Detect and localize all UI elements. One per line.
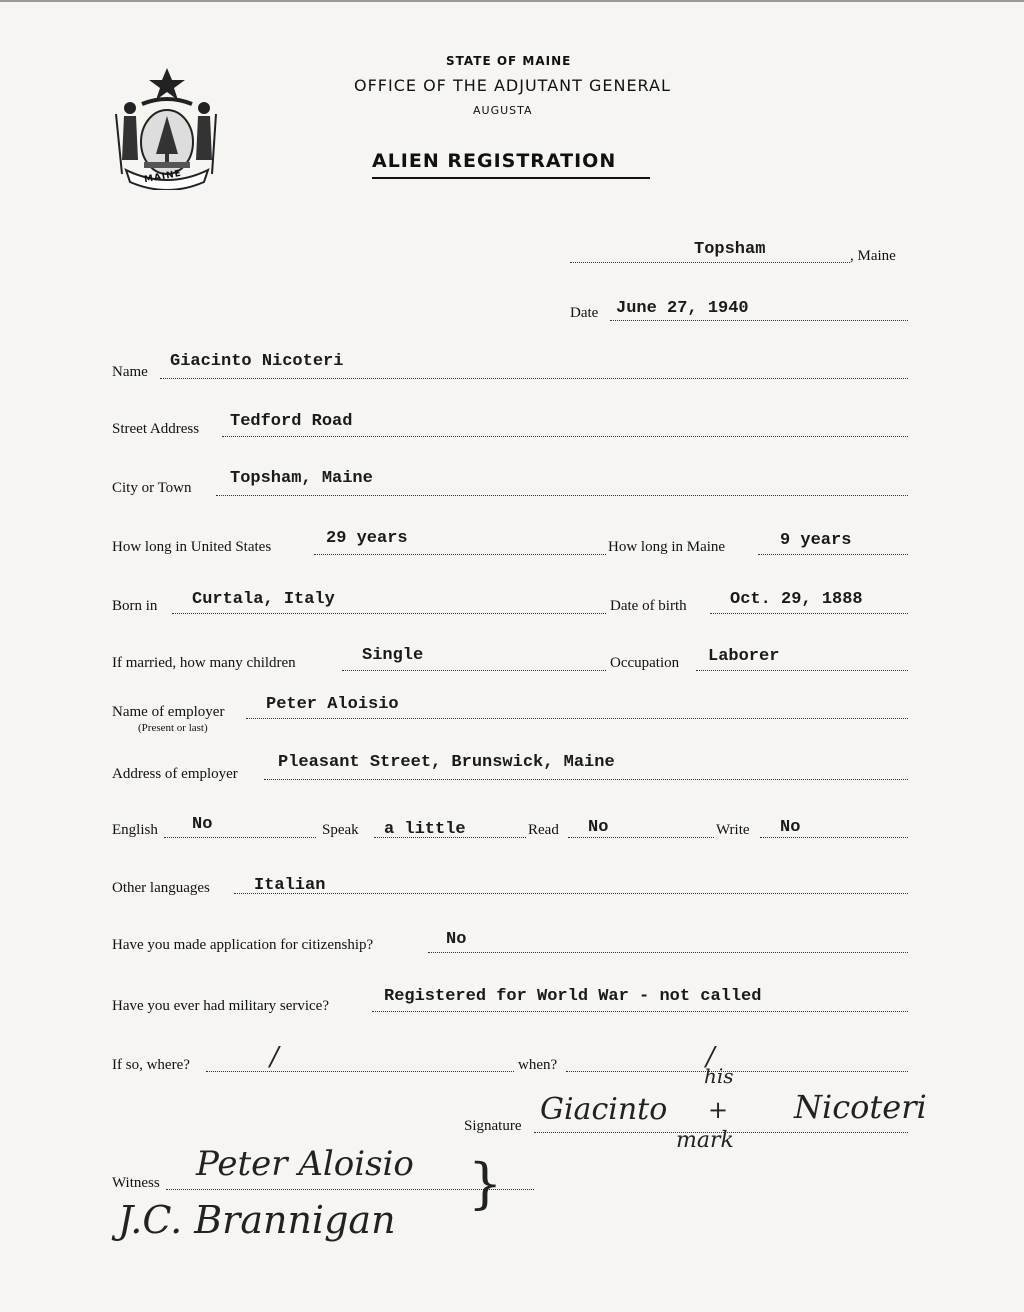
signature-his: his <box>704 1064 734 1088</box>
name-line <box>160 378 908 379</box>
military-label: Have you ever had military service? <box>112 998 329 1014</box>
witness-label: Witness <box>112 1175 160 1191</box>
header-city: AUGUSTA <box>473 104 533 117</box>
street-label: Street Address <box>112 421 200 437</box>
witness-name-2: J.C. Brannigan <box>118 1198 396 1242</box>
us-duration-value: 29 years <box>326 529 408 548</box>
english-value: No <box>192 815 213 834</box>
dob-line <box>710 613 908 614</box>
witness-name-1: Peter Aloisio <box>196 1144 414 1184</box>
form-title: ALIEN REGISTRATION <box>372 150 617 172</box>
employer-label: Name of employer <box>112 704 225 720</box>
read-value: No <box>588 818 609 837</box>
us-duration-label: How long in United States <box>112 539 272 555</box>
header-office: OFFICE OF THE ADJUTANT GENERAL <box>354 76 671 95</box>
born-in-line <box>172 613 606 614</box>
city-value: Topsham, Maine <box>230 469 373 488</box>
military-value: Registered for World War - not called <box>384 987 762 1006</box>
children-label: If married, how many children <box>112 655 296 671</box>
occupation-line <box>696 670 908 671</box>
speak-label: Speak <box>322 822 359 838</box>
date-value: June 27, 1940 <box>616 299 749 318</box>
us-duration-line <box>314 554 606 555</box>
write-label: Write <box>716 822 750 838</box>
english-line <box>164 837 316 838</box>
city-line <box>216 495 908 496</box>
other-languages-value: Italian <box>254 876 326 895</box>
city-label: City or Town <box>112 480 192 496</box>
street-line <box>222 436 908 437</box>
other-languages-label: Other languages <box>112 880 210 896</box>
when-value: / <box>706 1042 715 1072</box>
read-label: Read <box>528 822 559 838</box>
form-title-underline <box>372 177 650 179</box>
speak-value: a little <box>384 820 466 839</box>
signature-mark-word: mark <box>676 1128 734 1153</box>
signature-label: Signature <box>464 1118 522 1134</box>
occupation-label: Occupation <box>610 655 680 671</box>
military-line <box>372 1011 908 1012</box>
write-line <box>760 837 908 838</box>
where-value: / <box>270 1042 279 1072</box>
maine-duration-label: How long in Maine <box>608 539 726 555</box>
read-line <box>568 837 714 838</box>
write-value: No <box>780 818 801 837</box>
state-label: , Maine <box>850 248 896 264</box>
citizenship-line <box>428 952 908 953</box>
maine-duration-line <box>758 554 908 555</box>
employer-line <box>246 718 908 719</box>
born-in-value: Curtala, Italy <box>192 590 335 609</box>
when-line <box>566 1071 908 1072</box>
dob-label: Date of birth <box>610 598 687 614</box>
when-label: when? <box>518 1057 558 1073</box>
dob-value: Oct. 29, 1888 <box>730 590 863 609</box>
name-label: Name <box>112 364 148 380</box>
name-value: Giacinto Nicoteri <box>170 352 344 371</box>
signature-mark-cross: + <box>708 1096 729 1124</box>
date-label: Date <box>570 305 599 321</box>
other-languages-line <box>234 893 908 894</box>
employer-address-line <box>264 779 908 780</box>
children-line <box>342 670 606 671</box>
english-label: English <box>112 822 158 838</box>
town-value: Topsham <box>694 240 766 259</box>
witness-brace: } <box>468 1152 503 1215</box>
employer-address-label: Address of employer <box>112 766 238 782</box>
children-value: Single <box>362 646 424 665</box>
seal-banner-text: MAINE <box>143 168 183 186</box>
employer-sublabel: (Present or last) <box>138 722 208 734</box>
employer-address-value: Pleasant Street, Brunswick, Maine <box>278 753 615 772</box>
born-in-label: Born in <box>112 598 158 614</box>
maine-duration-value: 9 years <box>780 531 852 550</box>
occupation-value: Laborer <box>708 647 780 666</box>
employer-value: Peter Aloisio <box>266 695 399 714</box>
citizenship-value: No <box>446 930 467 949</box>
signature-last-name: Nicoteri <box>794 1088 927 1126</box>
town-line <box>570 262 850 263</box>
citizenship-label: Have you made application for citizenship? <box>112 937 374 953</box>
date-line <box>610 320 908 321</box>
header-state: STATE OF MAINE <box>446 54 572 68</box>
where-label: If so, where? <box>112 1057 190 1073</box>
signature-first-name: Giacinto <box>540 1092 668 1127</box>
where-line <box>206 1071 514 1072</box>
street-value: Tedford Road <box>230 412 353 431</box>
